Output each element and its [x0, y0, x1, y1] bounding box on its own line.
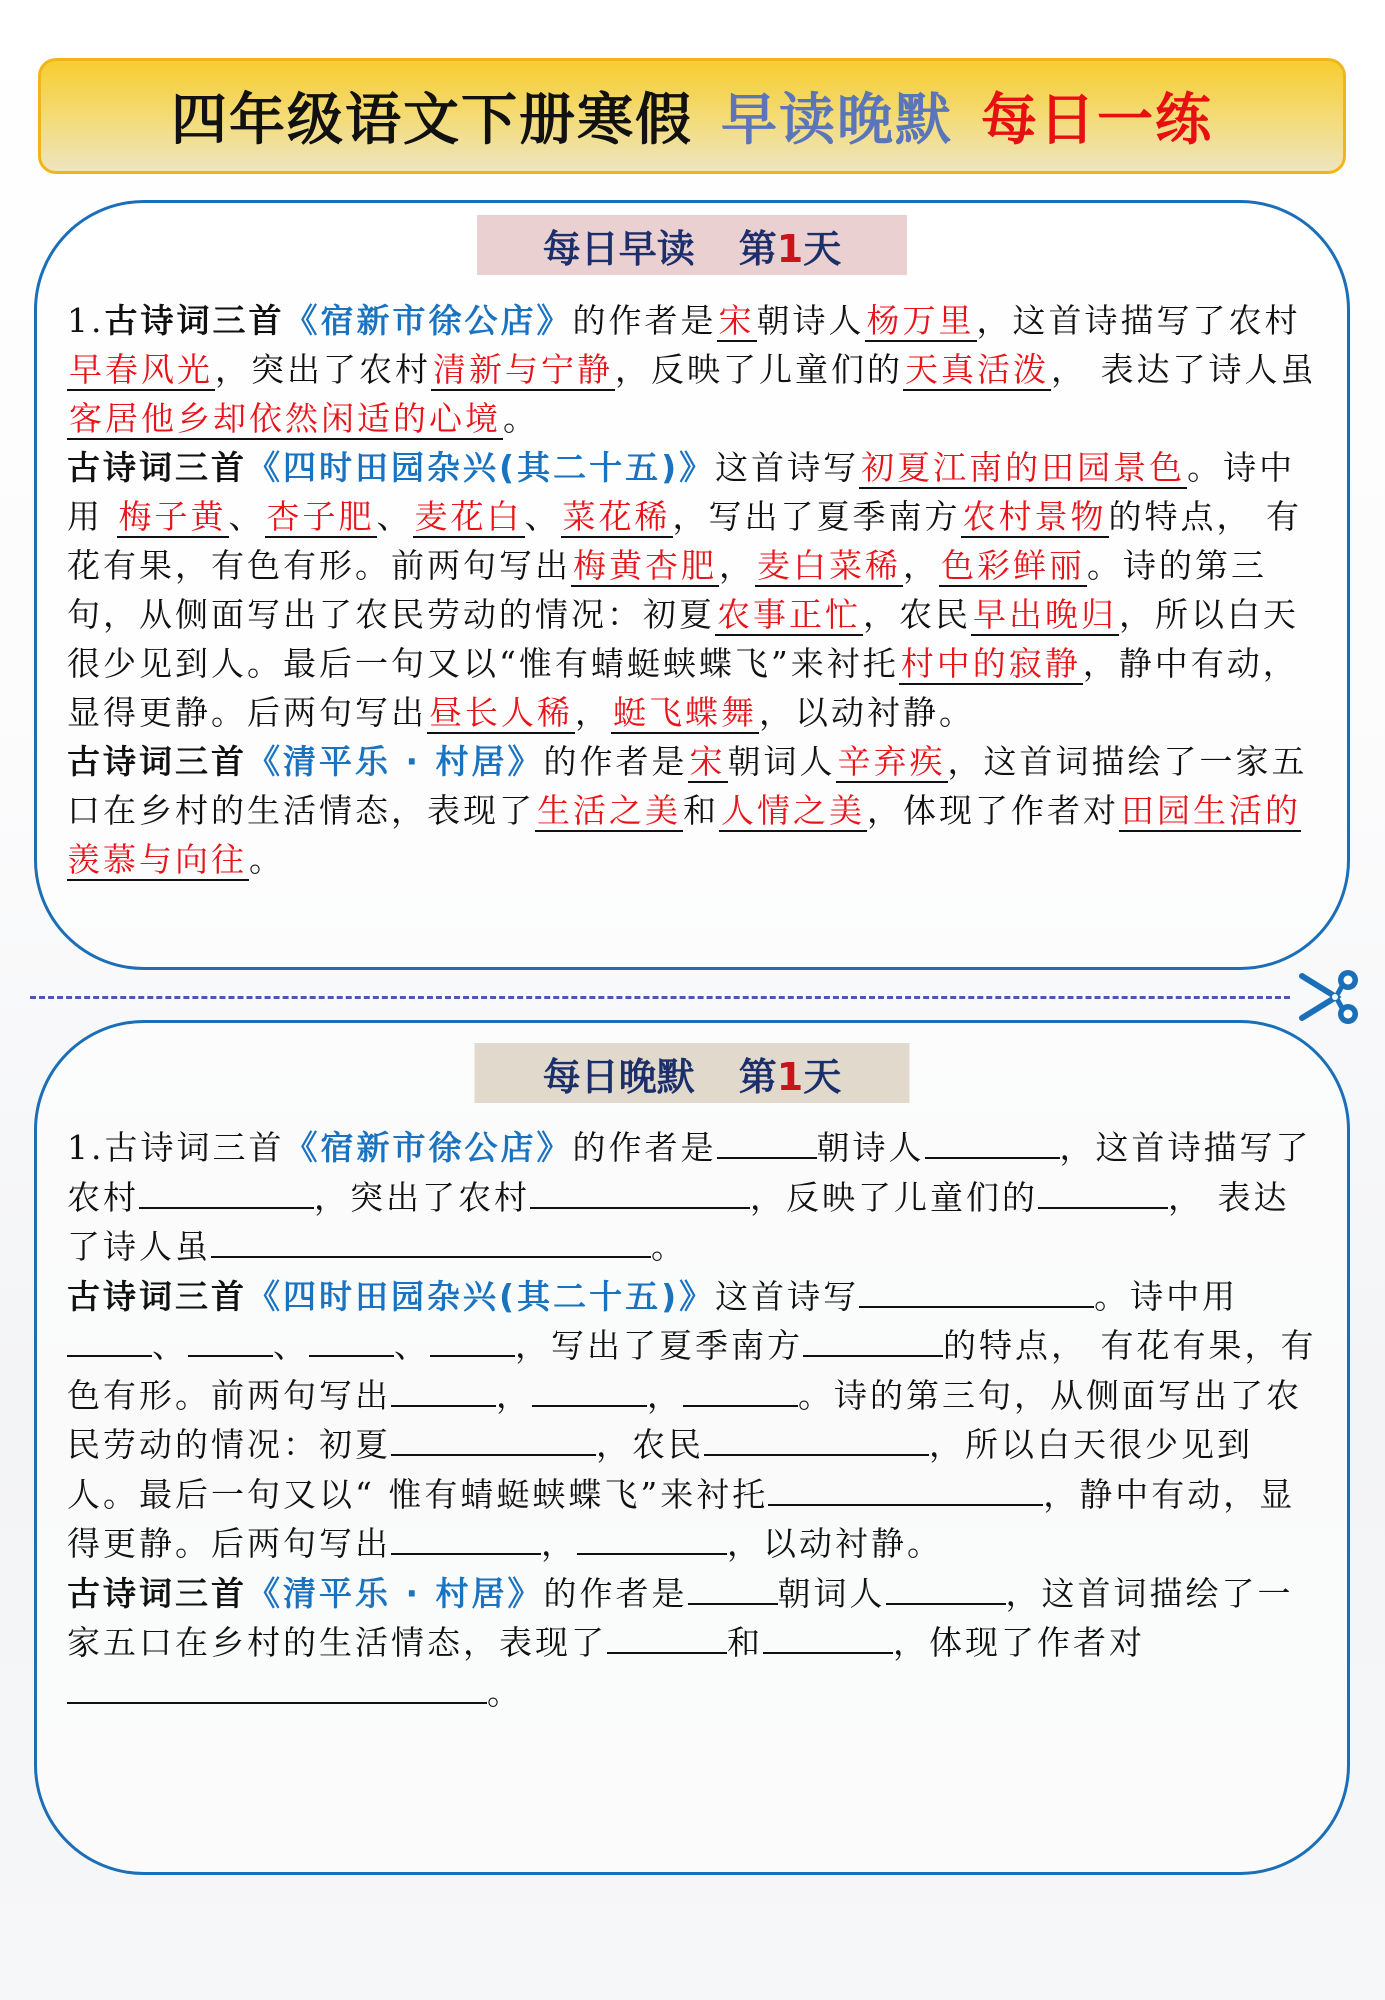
answer: 宋 [689, 742, 726, 781]
morning-day-label: 第1天 [738, 226, 842, 271]
fill-blank[interactable] [688, 1569, 778, 1605]
answer: 客居他乡却依然闲适的心境 [69, 399, 501, 438]
fill-blank[interactable] [886, 1569, 1006, 1605]
poem-title: 《四时田园杂兴(其二十五)》 [247, 1276, 716, 1316]
answer: 杨万里 [866, 301, 975, 340]
answer: 梅黄杏肥 [573, 546, 717, 585]
evening-paragraph-3: 古诗词三首《清平乐 · 村居》的作者是 朝词人 ，这首词描绘了一家五口在乡村的生活情态，表现了 和 ，体现了作者对。 [67, 1569, 1317, 1718]
answer: 菜花稀 [562, 497, 671, 536]
answer: 蜓飞蝶舞 [613, 693, 757, 732]
fill-blank[interactable] [768, 1470, 1043, 1506]
evening-day-label: 第1天 [738, 1054, 842, 1099]
answer: 早出晚归 [973, 595, 1117, 634]
fill-blank[interactable] [683, 1371, 798, 1407]
answer: 辛弃疾 [837, 742, 946, 781]
evening-header [475, 1043, 910, 1103]
fill-blank[interactable] [139, 1173, 314, 1209]
answer: 村中的寂静 [900, 644, 1081, 683]
evening-paragraph-1: 1.古诗词三首《宿新市徐公店》的作者是 朝诗人 ，这首诗描写了农村 ，突出了农村 ，反映了儿童们的 ， 表达了诗人虽 。 [67, 1123, 1317, 1272]
morning-header-label: 每日早读 [542, 226, 695, 271]
answer: 田园生活的羡慕与向往 [67, 791, 1301, 879]
answer: 色彩鲜丽 [941, 546, 1085, 585]
answer: 清新与宁静 [433, 350, 613, 389]
answer: 人情之美 [721, 791, 865, 830]
fill-blank[interactable] [607, 1618, 727, 1654]
title-banner [38, 58, 1346, 174]
answer: 天真活泼 [905, 350, 1049, 389]
answer: 麦白菜稀 [757, 546, 901, 585]
fill-blank[interactable] [577, 1519, 727, 1555]
fill-blank[interactable] [391, 1420, 596, 1456]
poem-title: 《清平乐 · 村居》 [247, 1573, 544, 1613]
fill-blank[interactable] [391, 1371, 496, 1407]
morning-text [67, 296, 1317, 884]
answer: 生活之美 [537, 791, 681, 830]
morning-paragraph-2: 古诗词三首《四时田园杂兴(其二十五)》这首诗写初夏江南的田园景色。诗中用 梅子黄、杏子肥、麦花白、菜花稀，写出了夏季南方农村景物的特点， 有花有果，有色有形。前两句写出梅黄杏肥，麦白菜稀，色彩鲜丽。诗的第三句，从侧面写出了农民劳动的情况：初夏农事正忙，农民早出晚归，所以白天很少见到人。最后一句又以“惟有蜻蜓蛱蝶飞”来衬托村中的寂静，静中有动，显得更静。后两句写出昼长人稀，蜓飞蝶舞，以动衬静。 [67, 448, 1302, 732]
evening-paragraph-2: 古诗词三首《四时田园杂兴(其二十五)》这首诗写 。诗中用、 、 、 ，写出了夏季南方 的特点， 有花有果，有色有形。前两句写出 ， ， 。诗的第三句，从侧面写出了农民劳动的情况：初夏 ，农民 ，所以白天很少见到人。最后一句又以“ 惟有蜻蜓蛱蝶飞”来衬托 ，静中有动，显得更静。后两句写出 ， ，以动衬静。 [67, 1272, 1317, 1569]
morning-day-number: 1 [776, 226, 804, 271]
morning-paragraph-1: 1.古诗词三首《宿新市徐公店》的作者是宋朝诗人杨万里，这首诗描写了农村早春风光，突出了农村清新与宁静，反映了儿童们的天真活泼， 表达了诗人虽客居他乡却依然闲适的心境。 [67, 301, 1317, 438]
answer: 宋 [718, 301, 755, 340]
fill-blank[interactable] [391, 1519, 541, 1555]
evening-dictation-card [34, 1020, 1350, 1875]
fill-blank[interactable] [925, 1123, 1060, 1159]
answer: 早春风光 [69, 350, 213, 389]
title-subtitle-red: 每日一练 [981, 88, 1213, 153]
evening-header-label: 每日晚默 [542, 1054, 695, 1099]
answer: 梅子黄 [118, 497, 227, 536]
answer: 杏子肥 [266, 497, 375, 536]
cut-line-divider [30, 996, 1290, 999]
poem-title: 《宿新市徐公店》 [284, 301, 573, 340]
answer: 昼长人稀 [429, 693, 573, 732]
fill-blank[interactable] [211, 1222, 651, 1258]
fill-blank[interactable] [188, 1321, 273, 1357]
morning-reading-card [34, 200, 1350, 970]
answer: 农事正忙 [717, 595, 861, 634]
scissors-icon [1296, 966, 1364, 1028]
fill-blank[interactable] [763, 1618, 893, 1654]
fill-blank[interactable] [309, 1321, 394, 1357]
poem-title: 《四时田园杂兴(其二十五)》 [247, 448, 716, 487]
fill-blank[interactable] [532, 1371, 647, 1407]
fill-blank[interactable] [530, 1173, 750, 1209]
evening-text [67, 1123, 1317, 1717]
fill-blank[interactable] [67, 1321, 152, 1357]
fill-blank[interactable] [67, 1668, 487, 1704]
fill-blank[interactable] [803, 1321, 943, 1357]
morning-header [477, 215, 907, 275]
fill-blank[interactable] [704, 1420, 929, 1456]
title-grade-label: 四年级语文下册寒假 [171, 88, 693, 153]
answer: 农村景物 [962, 497, 1107, 536]
fill-blank[interactable] [1038, 1173, 1168, 1209]
fill-blank[interactable] [717, 1123, 817, 1159]
title-subtitle-blue: 早读晚默 [721, 88, 953, 153]
poem-title: 《宿新市徐公店》 [284, 1128, 573, 1167]
fill-blank[interactable] [430, 1321, 515, 1357]
answer: 初夏江南的田园景色 [861, 448, 1186, 487]
poem-title: 《清平乐 · 村居》 [247, 742, 544, 781]
morning-paragraph-3: 古诗词三首《清平乐 · 村居》的作者是宋朝词人辛弃疾，这首词描绘了一家五口在乡村的生活情态，表现了生活之美和人情之美，体现了作者对田园生活的羡慕与向往。 [67, 742, 1308, 879]
fill-blank[interactable] [859, 1272, 1094, 1308]
answer: 麦花白 [414, 497, 523, 536]
evening-day-number: 1 [776, 1054, 804, 1099]
